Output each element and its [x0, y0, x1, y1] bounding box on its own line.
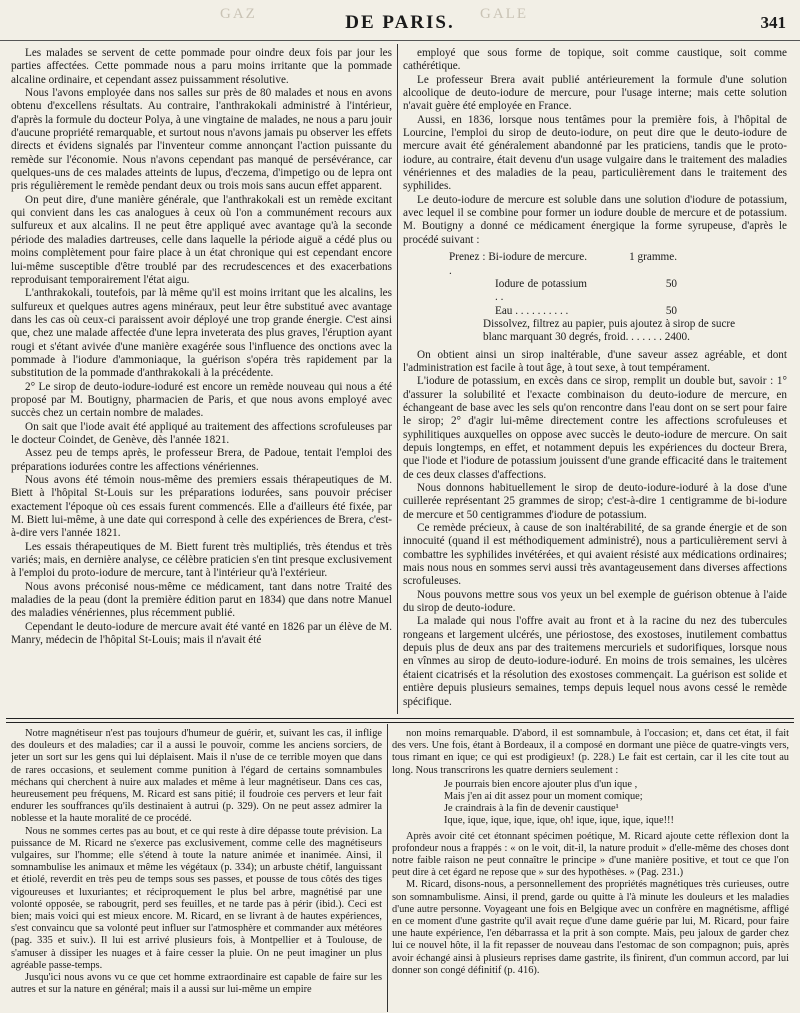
paragraph: L'iodure de potassium, en excès dans ce sirop, remplit un double but, savoir : 1° d'assurer la solubilité et l'exacte combinaison du deuto-iodure de mercure, en échangeant de base avec les sels qu'on rencontre dans l'eau dont on se sert pour faire le sirop; 2° d'agir lui-même directement contre les affections scrofuleuses et syphilitiques auxquelles on oppose avec succès le deuto-iodure de mercure. On sait depuis longtemps, en effet, et notamment depuis les expériences du docteur Brera, que l'iode et l'iodure de potassium jouissent d'une grande efficacité dans le traitement de ces deux classes d'affections. — [403, 375, 787, 481]
paragraph: Nous avons été témoin nous-même des premiers essais thérapeutiques de M. Biett à l'hôpital St-Louis sur les préparations iodurées, sans pouvoir préciser exactement l'époque où ces essais furent commencés. Elle a d'ailleurs été fixée, par M. Biett lui-même, à une date qui correspond à celle des expériences de Brera, c'est-à-dire vers l'année 1821. — [11, 474, 392, 540]
right-article-column — [403, 47, 787, 715]
recipe-note: blanc marquant 30 degrés, froid. . . . . . . 2400. — [483, 331, 690, 344]
paragraph: employé que sous forme de topique, soit comme caustique, soit comme cathérétique. — [403, 47, 787, 73]
paragraph: La malade qui nous l'offre avait au front et à la racine du nez des tubercules rongeans et largement ulcérés, une périostose, des exostoses, inutilement combattus depuis plus de deux ans par des traitemens mercuriels et sudorifiques, lorsque nous en vînmes au sirop de deuto-iodure-ioduré. En moins de trois semaines, les ulcères étaient cicatrisés et la résolution des exostoses commençait. La guérison est solide et entière depuis plusieurs semaines, temps depuis lequel nous avons cessé le remède spécifique. — [403, 615, 787, 708]
paragraph: Jusqu'ici nous avons vu ce que cet homme extraordinaire est capable de faire sur les autres et sur la nature en général; mais il a aussi sur lui-même un empire — [11, 972, 382, 996]
verse-line: Mais j'en ai dit assez pour un moment comique; — [444, 791, 643, 803]
paragraph: Ce remède précieux, à cause de son inaltérabilité, de sa grande énergie et de son innocuité (quand il est méthodiquement administré), nous a particulièrement servi à combattre les syphilides invétérées, et qui avaient résisté aux médications ordinaires; mais nous nous en sommes servi aussi très avantageusement dans diverses affections scrofuleuses. — [403, 522, 787, 588]
paragraph: Assez peu de temps après, le professeur Brera, de Padoue, tentait l'emploi des préparations iodurées contre les affections vénériennes. — [11, 447, 392, 473]
paragraph: 2° Le sirop de deuto-iodure-ioduré est encore un remède nouveau qui nous a été proposé par M. Boutigny, pharmacien de Paris, et que nous avons employé avec succès chez un certain nombre de malades. — [11, 380, 392, 420]
recipe-ingredient: Prenez : Bi-iodure de mercure. . — [449, 251, 587, 277]
feuilleton-left-column — [11, 728, 382, 1010]
bleed-through-text: GALE — [480, 6, 528, 22]
paragraph: Nous l'avons employée dans nos salles sur près de 80 malades et nous en avons obtenu d'excellens résultats. Au contraire, l'anthrakokali administré à l'intérieur, d'après la formule du docteur Polya, à une vingtaine de malades, ne nous a paru jouir d'aucune propriété remarquable, et surtout nous n'avons jamais pu observer les effets directs et évidens signalés par l'inventeur comme annonçant l'action puissante du remède sur l'économie. Nous n'avons cependant pas manqué de persévérance, car quelques-uns de ces malades atteints de lupus, d'eczema, d'impetigo ou de lepra ont pris régulièrement le remède pendant deux ou trois mois sans aucun effet apparent. — [11, 87, 392, 193]
paragraph: Nous ne sommes certes pas au bout, et ce qui reste à dire dépasse toute prévision. La puissance de M. Ricard ne s'exerce pas exclusivement, comme celle des magnétiseurs vulgaires, sur l'homme; elle s'étend à toute la nature animée et inanimée. Ainsi, il somnambulise les animaux et même les végétaux (p. 334); un arbuste chétif, languissant et étiolé, reverdit en très peu de temps sous ses passes, et pousse de tous côtés des tiges vigoureuses et luxuriantes; et réciproquement le plus bel arbre, magnétisé par une volonté opposée, se rabougrit, perd ses feuilles, et ne tarde pas à périr (ibid.). Ceci est bien; mais voici qui est mieux encore. M. Ricard, en se livrant à de hautes expériences, s'est convaincu que sa volonté peut influer sur l'atmosphère et commander aux météores (pag. 335 et suiv.). Il lui est arrivé plusieurs fois, à Montpellier et à Toulouse, de s'amuser à dissiper les nuages et à faire cesser la pluie. On ne peut imaginer un plus agréable passe-temps. — [11, 825, 382, 971]
verse-line: Ique, ique, ique, ique, ique, oh! ique, ique, ique, ique!!! — [444, 815, 674, 827]
verse-line: Je pourrais bien encore ajouter plus d'un ique , — [444, 778, 638, 790]
paragraph: L'anthrakokali, toutefois, par là même qu'il est moins irritant que les alcalins, les sulfureux et quelques autres agens minéraux, peut leur être substitué avec avantage dans les cas où ceux-ci paraissent avoir déployé une trop grande énergie. C'est ainsi que, chez une malade affectée d'une lepra inveterata des plus graves, l'éruption ayant rougi et s'étant avivée d'une manière exagérée sous l'influence des onctions avec la pommade à l'iodure d'ammoniaque, la guérison s'opéra très rapidement par la substitution de la pommade d'anthrakokali à la précédente. — [11, 287, 392, 380]
feuilleton-right-column — [392, 728, 789, 1010]
paragraph: Cependant le deuto-iodure de mercure avait été vanté en 1826 par un élève de M. Manry, médecin de l'hôpital St-Louis; mais il n'avait été — [11, 620, 392, 647]
paragraph: Nous donnons habituellement le sirop de deuto-iodure-ioduré à la dose d'une cuillerée représentant 25 grammes de sirop; c'est-à-dire 1 centigramme de bi-iodure de mercure et 50 centigrammes d'iodure de potassium. — [403, 482, 787, 521]
page-number: 341 — [760, 13, 786, 32]
paragraph: non moins remarquable. D'abord, il est somnambule, à l'occasion; et, dans cet état, il fait des vers. Une fois, étant à Bordeaux, il a composé en dormant une pièce de quatre-vingts vers, tous rimant en ique; ce qui est prodigieux! (p. 228.) Le fait est certain, car il les cite tout au long. Nous transcrirons les quatre derniers seulement : — [392, 728, 789, 776]
recipe-quantity: 1 gramme. — [629, 251, 677, 264]
paragraph: M. Ricard, disons-nous, a personnellement des propriétés magnétiques très curieuses, outre son somnambulisme. Ainsi, il prend, garde ou quitte à l'à minute les douleurs et les maladies d'une autre personne. Voyageant une fois en Belgique avec un confrère en magnétisme, affligé en ce moment d'une gastrite qu'il avait reçue d'une dame guérie par lui, M. Ricard, pour faire une haute expérience, l'en débarrassa et la prit à son compte. Mais, peu jaloux de garder chez lui ce nouvel hôte, il la fit repasser de nouveau dans l'estomac de son compagnon; puis, après avoir échangé ainsi à plusieurs reprises dame gastrite, ils finirent, d'un commun accord, par lui donner son congé définitif (p. 416). — [392, 879, 789, 976]
paragraph: Le professeur Brera avait publié antérieurement la formule d'une solution alcoolique de deuto-iodure de mercure, pour l'usage interne; mais cette solution n'avait guère été employée en France. — [403, 73, 787, 113]
paragraph: On sait que l'iode avait été appliqué au traitement des affections scrofuleuses par le docteur Coindet, de Genève, dès l'année 1821. — [11, 420, 392, 446]
bleed-through-text: GAZ — [220, 6, 257, 22]
paragraph: Le deuto-iodure de mercure est soluble dans une solution d'iodure de potassium, avec lequel il se combine pour former un iodure double de mercure et de potassium. M. Boutigny a donné ce médicament énergique la forme syrupeuse, d'après le procédé suivant : — [403, 193, 787, 246]
feuilleton-divider — [6, 718, 794, 723]
left-article-column — [11, 47, 392, 715]
recipe-line — [449, 251, 787, 278]
verse-line: Je craindrais à la fin de devenir caustique¹ — [444, 803, 619, 815]
recipe-formula — [403, 251, 787, 344]
column-divider — [387, 724, 388, 1012]
paragraph: Nous pouvons mettre sous vos yeux un bel exemple de guérison obtenue à l'aide du sirop de deuto-iodure. — [403, 588, 787, 615]
paragraph: Les essais thérapeutiques de M. Biett furent très multipliés, très étendus et très variés; mais, en dernière analyse, ce célèbre praticien s'en tint presque exclusivement à l'emploi du proto-iodure de mercure, tant à l'intérieur qu'à l'extérieur. — [11, 540, 392, 580]
paragraph: On peut dire, d'une manière générale, que l'anthrakokali est un remède excitant qui convient dans les cas analogues à ceux où l'on a communément recours aux sulfureux et aux alcalins. Il ne peut être appliqué avec avantage qu'à la seconde période des maladies dartreuses, celle dans laquelle la période aiguë a cédé plus ou moins complètement pour faire place à un état chronique qui est cependant encore lui-même susceptible d'être troublé par des recrudescences et des exacerbations reproduisant temporairement l'état aigu. — [11, 193, 392, 286]
column-divider — [397, 44, 398, 714]
recipe-quantity: 50 — [665, 277, 677, 290]
recipe-ingredient: Eau . . . . . . . . . . — [495, 304, 569, 317]
paragraph: Après avoir cité cet étonnant spécimen poétique, M. Ricard ajoute cette réflexion dont la profondeur nous a frappés : « on le voit, dit-il, la nature produit » d'elle-même des choses dont notre faible raison ne peut connaître le principe » d'une manière positive, et tout ce que l'on peut dire à cet égard ne repose que » sur des hypothèses. » (Pag. 231.) — [392, 830, 789, 879]
recipe-line — [449, 278, 787, 305]
recipe-note: Dissolvez, filtrez au papier, puis ajoutez à sirop de sucre — [483, 317, 736, 330]
page-header — [0, 0, 800, 41]
paragraph: Nous avons préconisé nous-même ce médicament, tant dans notre Traité des maladies de la peau (dont la première édition parut en 1834) que dans notre Manuel des maladies vénériennes, plus récemment publié. — [11, 580, 392, 620]
paragraph: Notre magnétiseur n'est pas toujours d'humeur de guérir, et, suivant les cas, il inflige des douleurs et des maladies; car il a aussi le pouvoir, comme les anciens sorciers, de jeter un sort sur les gens qui lui déplaisent. Mais il n'use de ce terrible moyen que dans de rares occasions, et seulement comme punition à l'égard de certains somnambules méchans qui cherchent à nuire aux malades et même à leur magnétiseur. Dans ces cas, heureusement peu fréquens, M. Ricard est sans pitié; il foudroie ces pervers et leur fait endurer les souffrances qu'ils destinaient à autrui (p. 329). On ne peut assez admirer la noblesse et la haute moralité de ce procédé. — [11, 728, 382, 825]
recipe-line — [449, 305, 787, 318]
recipe-quantity: 50 — [665, 304, 677, 317]
running-head-title: DE PARIS. — [345, 12, 455, 33]
recipe-ingredient: Iodure de potassium . . — [495, 277, 587, 304]
quoted-verse — [392, 779, 789, 828]
paragraph: Les malades se servent de cette pommade pour oindre deux fois par jour les parties affectées. Cette pommade nous a paru moins irritante que la pommade alcaline ordinaire, et cependant assez puissamment résolutive. — [11, 47, 392, 86]
paragraph: Aussi, en 1836, lorsque nous tentâmes pour la première fois, à l'hôpital de Lourcine, l'emploi du sirop de deuto-iodure, on peut dire que le deuto-iodure de mercure avait été généralement abandonné par les praticiens, tandis que le proto-iodure, au contraire, était devenu d'un usage vulgaire dans le traitement des maladies vénériennes et des maladies de la peau, particulièrement dans le traitement des syphilides. — [403, 113, 787, 193]
paragraph: On obtient ainsi un sirop inaltérable, d'une saveur assez agréable, et dont l'administration est facile à tout âge, à tout sexe, à tout tempérament. — [403, 348, 787, 374]
